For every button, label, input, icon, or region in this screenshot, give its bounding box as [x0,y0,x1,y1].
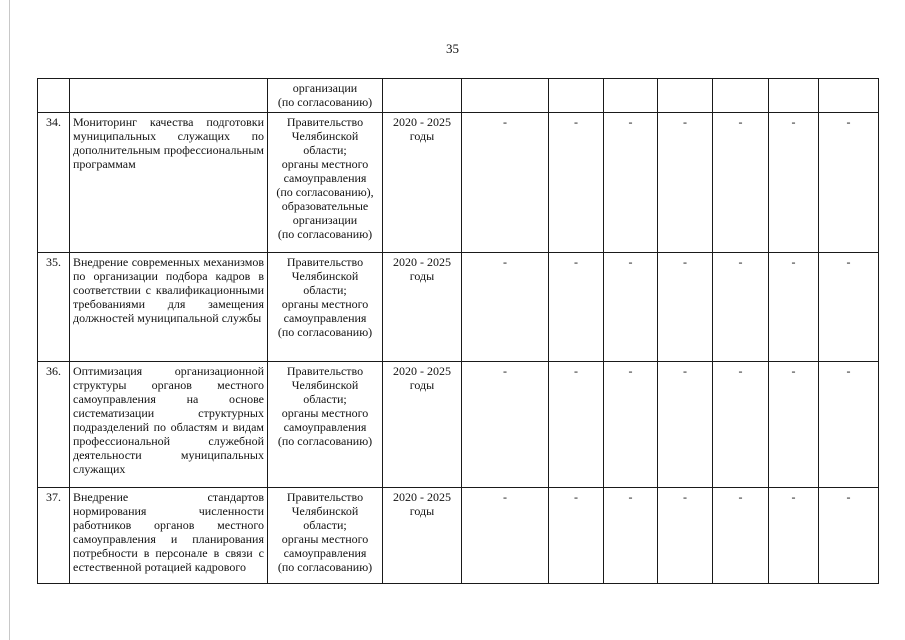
executor-line: Челябинской [291,269,359,283]
executor-line: организации [292,213,358,227]
term-line: 2020 - 2025 [393,115,451,129]
value-cell: - [549,113,604,253]
term-line: годы [409,269,435,283]
measure-name-text: Мониторинг качества подготовки муниципальных служащих по дополнительным профессиональным программам [73,115,264,171]
executor-line: Челябинской [291,504,359,518]
value-cell: - [604,488,658,584]
row-number: 35. [38,253,70,362]
measure-name-text: Внедрение современных механизмов по организации подбора кадров в соответствии с квалификационными требованиями для замещения должностей муниципальной службы [73,255,264,325]
value-cell: - [819,362,879,488]
value-cell [713,79,769,113]
executor-line: Правительство [286,255,364,269]
executor-line: органы местного [281,157,369,171]
term-cell [383,113,462,253]
executor-line: самоуправления [283,311,367,325]
executor-line: (по согласованию) [277,434,373,448]
value-cell [462,79,549,113]
value-cell: - [462,362,549,488]
value-cell: - [462,488,549,584]
value-cell: - [549,488,604,584]
value-cell: - [658,362,713,488]
value-cell [658,79,713,113]
executor-cell [268,362,383,488]
value-cell [769,79,819,113]
executor-cell [268,488,383,584]
value-cell: - [819,253,879,362]
table-row [38,488,879,584]
executor-line: области; [303,518,347,532]
term-cell [383,253,462,362]
page-edge-line [9,0,10,640]
term-line: 2020 - 2025 [393,490,451,504]
value-cell: - [769,362,819,488]
executor-cell [268,79,383,113]
measures-table [37,78,879,584]
value-cell: - [462,113,549,253]
executor-line: области; [303,392,347,406]
value-cell: - [549,253,604,362]
value-cell: - [604,113,658,253]
value-cell: - [658,113,713,253]
value-cell: - [604,253,658,362]
value-cell: - [769,488,819,584]
executor-line: Правительство [286,364,364,378]
executor-line: самоуправления [283,546,367,560]
value-cell: - [769,253,819,362]
executor-line: (по согласованию) [277,560,373,574]
measure-name-text: Внедрение стандартов нормирования численности работников органов местного самоуправления и планирования потребности в персонале в связи с естественной ротацией кадрового [73,490,264,574]
term-line: 2020 - 2025 [393,255,451,269]
page-number: 35 [446,41,459,56]
executor-line: органы местного [281,406,369,420]
measure-name [70,488,268,584]
executor-line: образовательные [281,199,369,213]
executor-line: Челябинской [291,129,359,143]
executor-line: органы местного [281,297,369,311]
row-number: 36. [38,362,70,488]
value-cell: - [713,113,769,253]
term-cell [383,362,462,488]
executor-cell [268,253,383,362]
measure-name [70,79,268,113]
value-cell [549,79,604,113]
executor-line: органы местного [281,532,369,546]
measure-name [70,253,268,362]
executor-line: Правительство [286,115,364,129]
row-number [38,79,70,113]
executor-line: области; [303,283,347,297]
value-cell: - [462,253,549,362]
value-cell: - [713,362,769,488]
row-number: 37. [38,488,70,584]
table-row [38,113,879,253]
value-cell: - [549,362,604,488]
term-line: 2020 - 2025 [393,364,451,378]
term-line: годы [409,504,435,518]
executor-line: самоуправления [283,420,367,434]
executor-line: Челябинской [291,378,359,392]
term-line: годы [409,129,435,143]
value-cell: - [713,253,769,362]
value-cell [819,79,879,113]
table-row [38,253,879,362]
term-cell [383,488,462,584]
executor-line: области; [303,143,347,157]
value-cell: - [819,113,879,253]
executor-line: (по согласованию) [277,325,373,339]
executor-line: организации [292,81,358,95]
value-cell: - [769,113,819,253]
executor-line: Правительство [286,490,364,504]
executor-line: (по согласованию) [277,95,373,109]
value-cell: - [713,488,769,584]
table-row [38,362,879,488]
executor-line: (по согласованию), [276,185,374,199]
executor-line: (по согласованию) [277,227,373,241]
table-row [38,79,879,113]
term-cell [383,79,462,113]
value-cell: - [604,362,658,488]
value-cell: - [658,488,713,584]
term-line: годы [409,378,435,392]
executor-cell [268,113,383,253]
measure-name [70,362,268,488]
executor-line: самоуправления [283,171,367,185]
value-cell: - [658,253,713,362]
measure-name-text: Оптимизация организационной структуры органов местного самоуправления на основе систематизации структурных подразделений по областям и видам профессиональной служебной деятельности муниципальных служащих [73,364,264,476]
value-cell [604,79,658,113]
row-number: 34. [38,113,70,253]
measure-name [70,113,268,253]
value-cell: - [819,488,879,584]
